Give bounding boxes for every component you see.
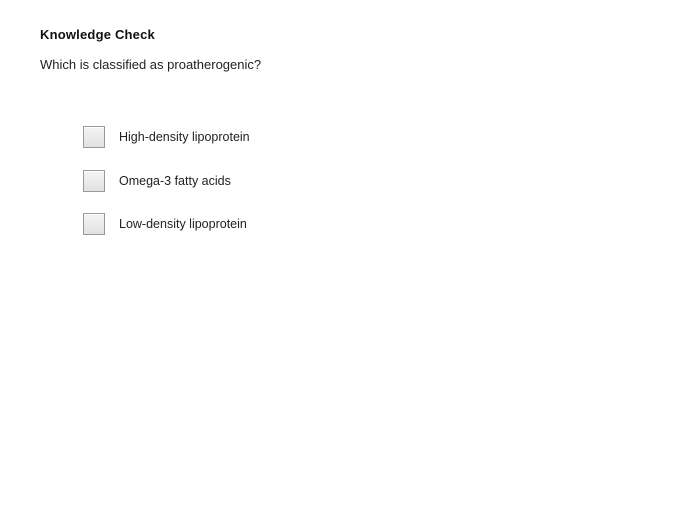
answer-option-label: Omega-3 fatty acids [119, 173, 231, 188]
page-title: Knowledge Check [40, 27, 155, 42]
answer-option-omega3[interactable] [83, 169, 483, 193]
question-text: Which is classified as proatherogenic? [40, 57, 262, 72]
answer-option-label: High-density lipoprotein [119, 130, 250, 144]
answer-option-ldl[interactable] [83, 212, 483, 236]
checkbox-omega3[interactable] [83, 170, 105, 192]
checkbox-hdl[interactable] [83, 126, 105, 148]
answer-option-hdl[interactable] [83, 125, 483, 149]
answer-option-label: Low-density lipoprotein [119, 217, 247, 231]
answer-options [83, 125, 483, 256]
checkbox-ldl[interactable] [83, 213, 105, 235]
